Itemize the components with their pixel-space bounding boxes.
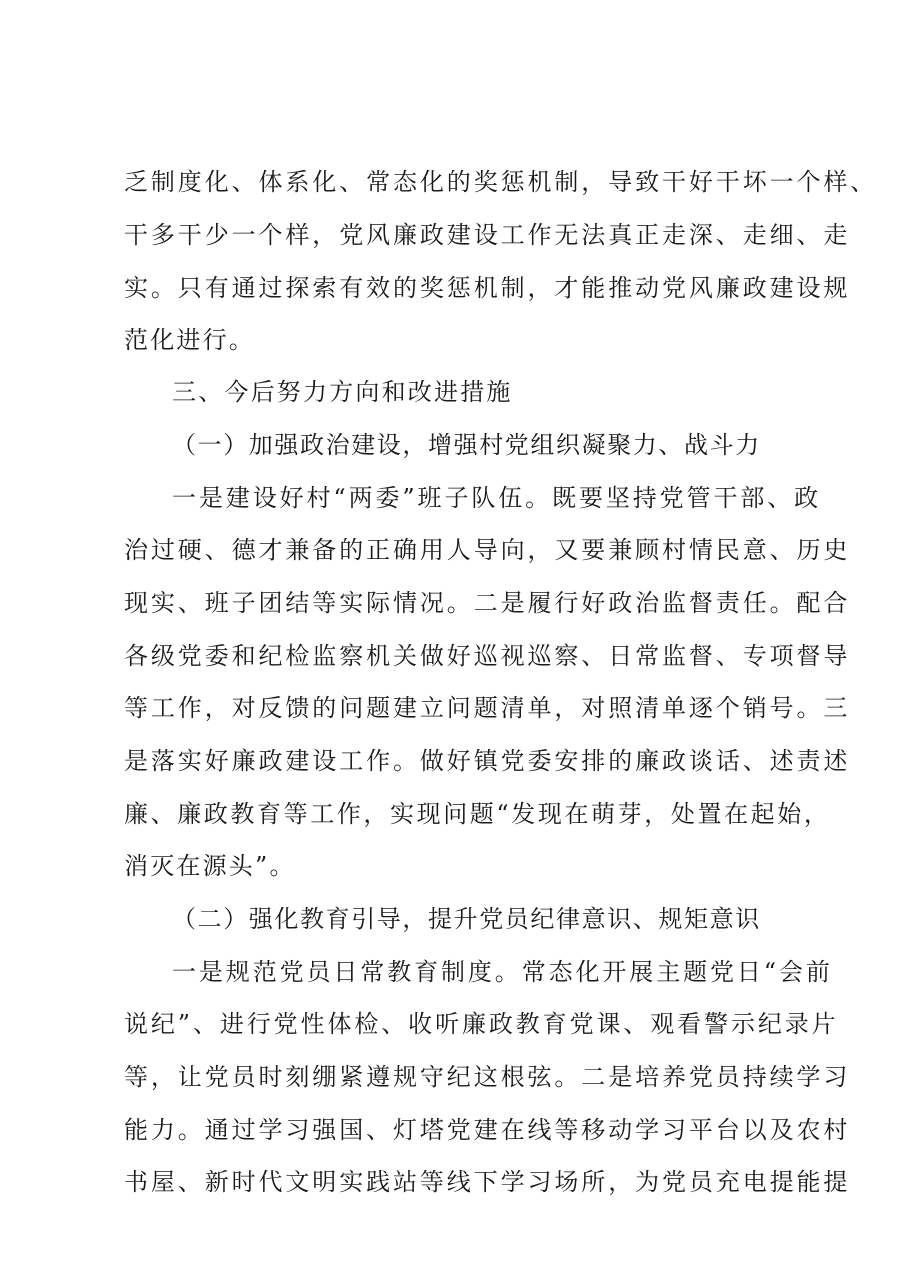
paragraph-line: 实。只有通过探索有效的奖惩机制，才能推动党风廉政建设规	[124, 274, 851, 302]
paragraph-line: 能力。通过学习强国、灯塔党建在线等移动学习平台以及农村	[124, 1116, 851, 1144]
paragraph-line: 干多干少一个样，党风廉政建设工作无法真正走深、走细、走	[124, 221, 851, 249]
subsection-heading: （一）加强政治建设，增强村党组织凝聚力、战斗力	[172, 431, 761, 459]
paragraph-line: 等，让党员时刻绷紧遵规守纪这根弦。二是培养党员持续学习	[124, 1063, 851, 1091]
paragraph-line: 一是建设好村“两委”班子队伍。既要坚持党管干部、政	[172, 484, 822, 512]
paragraph-line: 书屋、新时代文明实践站等线下学习场所，为党员充电提能提	[124, 1168, 851, 1196]
section-heading: 三、今后努力方向和改进措施	[172, 378, 513, 406]
paragraph-line: 治过硬、德才兼备的正确用人导向，又要兼顾村情民意、历史	[124, 536, 851, 564]
paragraph-line: 现实、班子团结等实际情况。二是履行好政治监督责任。配合	[124, 589, 851, 617]
paragraph-line: 各级党委和纪检监察机关做好巡视巡察、日常监督、专项督导	[124, 642, 851, 670]
paragraph-line: 消灭在源头”。	[124, 852, 296, 880]
subsection-heading: （二）强化教育引导，提升党员纪律意识、规矩意识	[172, 905, 761, 933]
paragraph-line: 一是规范党员日常教育制度。常态化开展主题党日“会前	[172, 958, 833, 986]
paragraph-line: 是落实好廉政建设工作。做好镇党委安排的廉政谈话、述责述	[124, 747, 851, 775]
paragraph-line: 乏制度化、体系化、常态化的奖惩机制，导致干好干坏一个样、	[124, 168, 878, 196]
paragraph-line: 范化进行。	[124, 326, 255, 354]
paragraph-line: 说纪”、进行党性体检、收听廉政教育党课、观看警示纪录片	[124, 1010, 839, 1038]
paragraph-line: 等工作，对反馈的问题建立问题清单，对照清单逐个销号。三	[124, 694, 851, 722]
paragraph-line: 廉、廉政教育等工作，实现问题“发现在萌芽，处置在起始，	[124, 800, 831, 828]
